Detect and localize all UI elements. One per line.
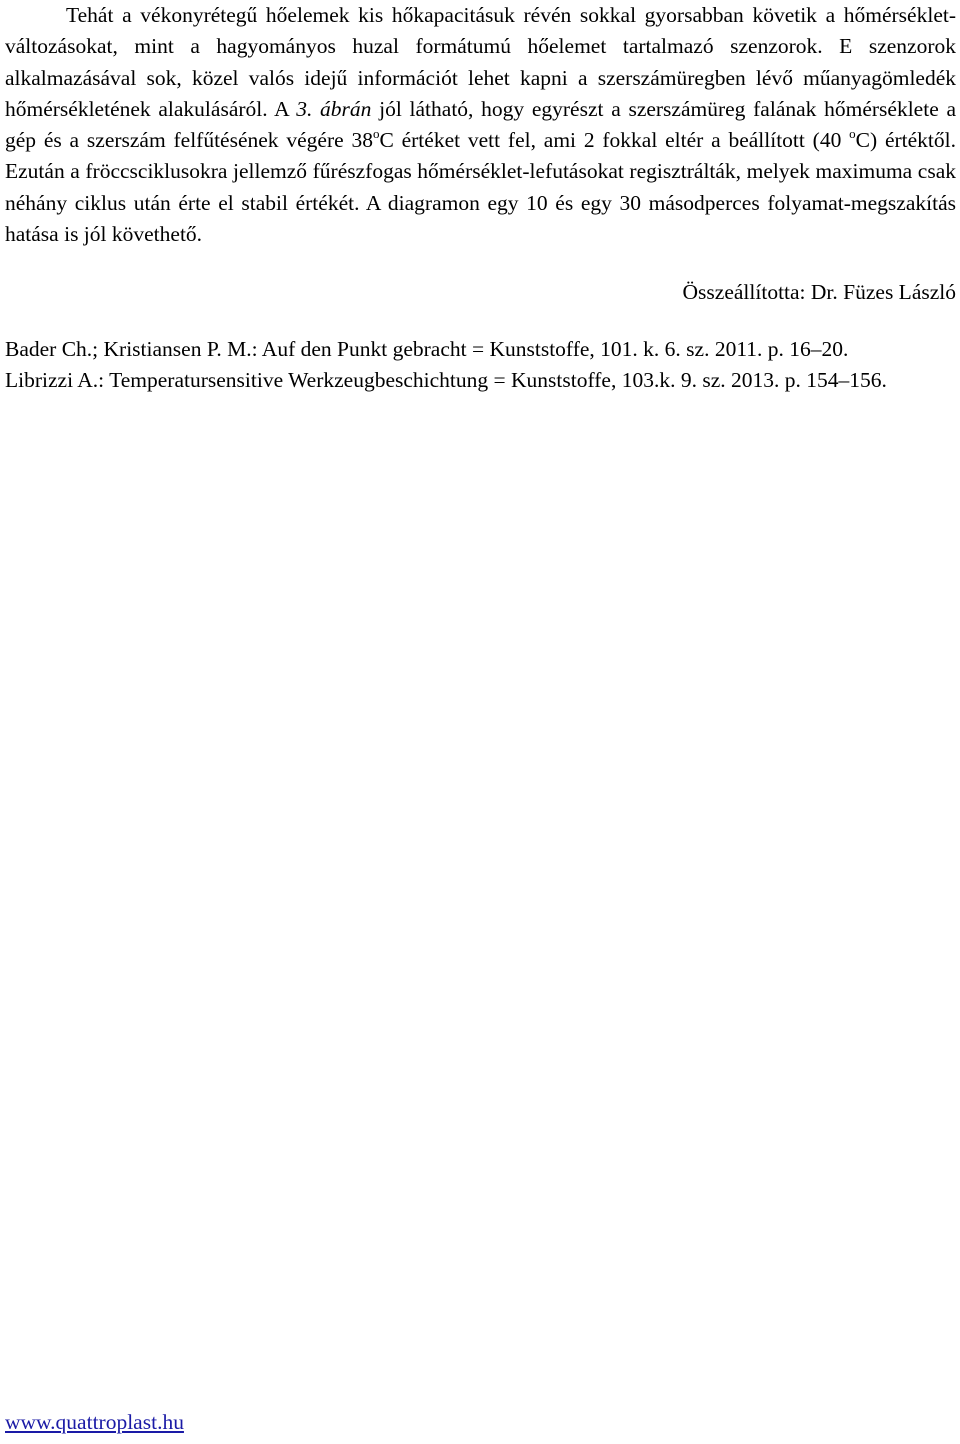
document-page [5, 0, 956, 396]
degree-superscript: o [372, 126, 380, 142]
author-signature: Összeállította: Dr. Füzes László [682, 280, 956, 305]
figure-reference: 3. ábrán [296, 96, 372, 121]
reference-item: Librizzi A.: Temperatursensitive Werkzeugbeschichtung = Kunststoffe, 103.k. 9. sz. 2013. p. 154–156. [5, 367, 887, 392]
references-list [5, 334, 956, 397]
body-paragraph [5, 0, 956, 250]
paragraph-text: Tehát a vékonyrétegű hőelemek kis hőkapacitásuk révén sokkal gyorsabban követik a hőmérséklet-változásokat, mint a hagyományos huzal formátumú hőelemet tartalmazó szenzorok. E szenzorok alkalmazásával sok, közel valós idejű információt lehet kapni a szerszámüregben lévő műanyagömledék hőmérsékletének alakulásáról. A [5, 3, 956, 121]
degree-superscript: o [849, 126, 856, 142]
paragraph-text: C értéket vett fel, ami 2 fokkal eltér a beállított (40 [379, 128, 850, 153]
website-link[interactable]: www.quattroplast.hu [5, 1410, 184, 1434]
paragraph-text: jól látható, hogy egyrészt a szerszámüreg falának hőmérséklete a gép és a szerszám felfűtésének végére 38 [5, 96, 956, 153]
reference-item: Bader Ch.; Kristiansen P. M.: Auf den Punkt gebracht = Kunststoffe, 101. k. 6. sz. 2011. p. 16–20. [5, 336, 849, 361]
paragraph-text: C) értéktől. Ezután a fröccsciklusokra jellemző fűrészfogas hőmérséklet-lefutásokat regisztrálták, melyek maximuma csak néhány ciklus után érte el stabil értékét. A diagramon egy 10 és egy 30 másodperces folyamat-megszakítás hatása is jól követhető. [5, 128, 957, 247]
